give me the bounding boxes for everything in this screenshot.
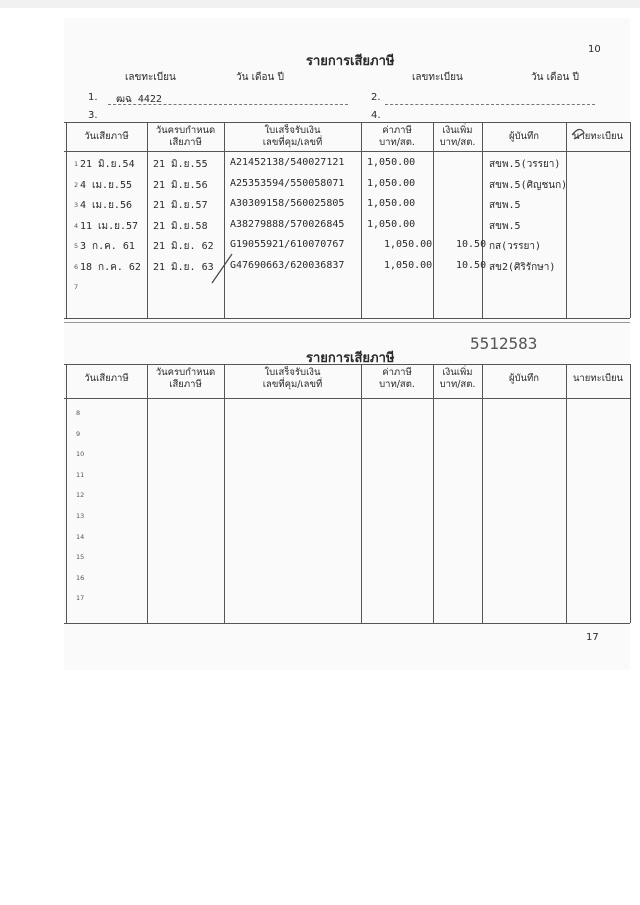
bottom-header-rule bbox=[64, 398, 630, 399]
top-header-line: นายทะเบียน bbox=[572, 131, 624, 142]
row-number: 2 bbox=[74, 180, 79, 189]
top-header-line: เงินเพิ่ม bbox=[442, 125, 473, 136]
bottom-header-line: บาท/สต. bbox=[379, 379, 415, 390]
top-col-divider bbox=[361, 122, 362, 318]
page-number-bottom: 17 bbox=[586, 632, 599, 643]
reg-label-left: เลขทะเบียน bbox=[125, 72, 176, 83]
bottom-col-divider bbox=[224, 364, 225, 623]
row-number: 14 bbox=[76, 532, 85, 541]
top-col-divider bbox=[433, 122, 434, 318]
top-header-line: ผู้บันทึก bbox=[508, 131, 540, 142]
tax-cell: 1,050.00 bbox=[384, 239, 433, 250]
paid-date-cell: 18 ก.ค. 62 bbox=[80, 261, 141, 273]
date-label-left: วัน เดือน ปี bbox=[236, 72, 284, 83]
due-date-cell: 21 มิ.ย.57 bbox=[153, 200, 208, 211]
top-header-rule bbox=[64, 151, 630, 152]
plate-1-num: 1. bbox=[88, 92, 98, 103]
bottom-col-divider bbox=[566, 364, 567, 623]
due-date-cell: 21 มิ.ย. 62 bbox=[153, 241, 214, 252]
row-number: 4 bbox=[74, 221, 79, 230]
bottom-header-extra bbox=[433, 367, 482, 391]
bottom-header-line: เสียภาษี bbox=[169, 379, 202, 390]
top-header-extra bbox=[433, 125, 482, 149]
row-number: 15 bbox=[76, 553, 85, 562]
top-col-divider bbox=[482, 122, 483, 318]
bottom-header-receipt bbox=[224, 367, 361, 391]
top-col-divider bbox=[224, 122, 225, 318]
top-header-due-date bbox=[147, 125, 224, 149]
tax-cell: 1,050.00 bbox=[367, 198, 416, 209]
bottom-col-divider bbox=[361, 364, 362, 623]
top-header-line: วันครบกำหนด bbox=[155, 125, 216, 136]
row-number: 1 bbox=[74, 160, 79, 168]
bottom-header-line: เลขที่คุม/เลขที่ bbox=[262, 379, 323, 390]
top-header-line: เลขที่คุม/เลขที่ bbox=[262, 137, 323, 148]
row-number: 9 bbox=[76, 429, 81, 438]
tax-cell: 1,050.00 bbox=[384, 259, 433, 271]
recorder-cell: สขพ.5(วรรยา) bbox=[489, 159, 561, 170]
due-date-cell: 21 มิ.ย.58 bbox=[153, 220, 208, 232]
bottom-header-line: ผู้บันทึก bbox=[508, 373, 540, 384]
plate-line-2 bbox=[385, 104, 595, 105]
recorder-cell: สขพ.5(ศิญชนก) bbox=[489, 179, 568, 191]
tax-cell: 1,050.00 bbox=[367, 157, 416, 168]
bottom-header-line: ค่าภาษี bbox=[382, 367, 412, 378]
bottom-header-line: วันครบกำหนด bbox=[155, 367, 216, 378]
row-number: 10 bbox=[76, 450, 85, 459]
bottom-col-divider bbox=[482, 364, 483, 623]
receipt-cell: A38279888/570026845 bbox=[230, 218, 345, 230]
plate-2-num: 2. bbox=[371, 92, 381, 103]
top-header-line: บาท/สต. bbox=[439, 137, 476, 148]
plate-3-num: 3. bbox=[88, 110, 98, 121]
top-header-line: วันเสียภาษี bbox=[84, 131, 129, 142]
top-header-line: เสียภาษี bbox=[169, 137, 202, 148]
bottom-col-divider bbox=[433, 364, 434, 623]
bottom-header-due-date bbox=[147, 367, 224, 391]
row-number: 8 bbox=[76, 409, 81, 417]
page-number-top: 10 bbox=[588, 44, 601, 55]
recorder-cell: สขพ.5 bbox=[489, 220, 521, 232]
due-date-cell: 21 มิ.ย.55 bbox=[153, 159, 208, 170]
reg-label-right: เลขทะเบียน bbox=[412, 72, 463, 83]
top-header-receipt bbox=[224, 125, 361, 149]
recorder-cell: สข2(ศิริรักษา) bbox=[489, 261, 556, 273]
bottom-header-paid-date bbox=[66, 373, 147, 385]
recorder-cell: กส(วรรยา) bbox=[489, 241, 542, 252]
paid-date-cell: 3 ก.ค. 61 bbox=[80, 241, 135, 252]
top-header-paid-date bbox=[66, 131, 147, 143]
section-separator bbox=[64, 322, 630, 323]
receipt-cell: A25353594/550058071 bbox=[230, 177, 345, 189]
bottom-bottom-rule bbox=[64, 623, 630, 624]
date-label-right: วัน เดือน ปี bbox=[531, 72, 579, 83]
bottom-header-line: วันเสียภาษี bbox=[84, 373, 129, 384]
row-number: 13 bbox=[76, 512, 85, 520]
extra-cell: 10.50 bbox=[456, 239, 487, 250]
row-number: 3 bbox=[74, 201, 79, 209]
paid-date-cell: 4 เม.ย.55 bbox=[80, 179, 132, 191]
bottom-col-divider bbox=[147, 364, 148, 623]
row-number: 16 bbox=[76, 573, 85, 582]
bottom-header-registrar bbox=[566, 373, 630, 385]
row-number: 12 bbox=[76, 491, 85, 500]
bottom-section-title: รายการเสียภาษี bbox=[306, 351, 395, 366]
due-date-cell: 21 มิ.ย.56 bbox=[153, 179, 208, 191]
bottom-header-line: บาท/สต. bbox=[439, 379, 476, 390]
top-header-line: บาท/สต. bbox=[379, 137, 415, 148]
plate-1-value: ฒฉ 4422 bbox=[116, 94, 162, 105]
top-bottom-rule bbox=[64, 318, 630, 319]
top-header-recorder bbox=[482, 131, 566, 143]
top-col-divider bbox=[566, 122, 567, 318]
bottom-col-divider bbox=[66, 364, 67, 623]
top-col-divider bbox=[630, 122, 631, 318]
tax-cell: 1,050.00 bbox=[367, 177, 416, 189]
top-top-rule bbox=[64, 122, 630, 123]
paid-date-cell: 21 มิ.ย.54 bbox=[80, 159, 135, 170]
extra-cell: 10.50 bbox=[456, 259, 487, 271]
top-header-line: ค่าภาษี bbox=[382, 125, 412, 136]
plate-line-1 bbox=[108, 104, 348, 105]
tax-cell: 1,050.00 bbox=[367, 218, 416, 230]
top-col-divider bbox=[66, 122, 67, 318]
receipt-cell: A21452138/540027121 bbox=[230, 157, 345, 168]
receipt-cell: A30309158/560025805 bbox=[230, 198, 345, 209]
top-col-divider bbox=[147, 122, 148, 318]
row-number: 5 bbox=[74, 242, 79, 250]
top-section-title: รายการเสียภาษี bbox=[306, 54, 395, 69]
top-header-registrar bbox=[566, 131, 630, 143]
tax-record-sheet bbox=[64, 18, 630, 670]
row-number: 6 bbox=[74, 262, 79, 271]
plate-4-num: 4. bbox=[371, 110, 381, 121]
bottom-header-tax bbox=[361, 367, 433, 391]
recorder-cell: สขพ.5 bbox=[489, 200, 521, 211]
serial-number: 5512583 bbox=[470, 334, 538, 353]
bottom-col-divider bbox=[630, 364, 631, 623]
due-date-cell: 21 มิ.ย. 63 bbox=[153, 261, 214, 273]
row-number: 17 bbox=[76, 594, 85, 603]
paid-date-cell: 4 เม.ย.56 bbox=[80, 200, 132, 211]
row-number: 11 bbox=[76, 470, 85, 479]
receipt-cell: G19055921/610070767 bbox=[230, 239, 345, 250]
paid-date-cell: 11 เม.ย.57 bbox=[80, 220, 139, 232]
row-number: 7 bbox=[74, 283, 79, 291]
receipt-cell: G47690663/620036837 bbox=[230, 259, 345, 271]
bottom-header-line: ใบเสร็จรับเงิน bbox=[264, 367, 321, 378]
bottom-header-line: นายทะเบียน bbox=[572, 373, 624, 384]
top-header-tax bbox=[361, 125, 433, 149]
top-header-line: ใบเสร็จรับเงิน bbox=[264, 125, 321, 136]
bottom-header-recorder bbox=[482, 373, 566, 385]
bottom-header-line: เงินเพิ่ม bbox=[442, 367, 473, 378]
